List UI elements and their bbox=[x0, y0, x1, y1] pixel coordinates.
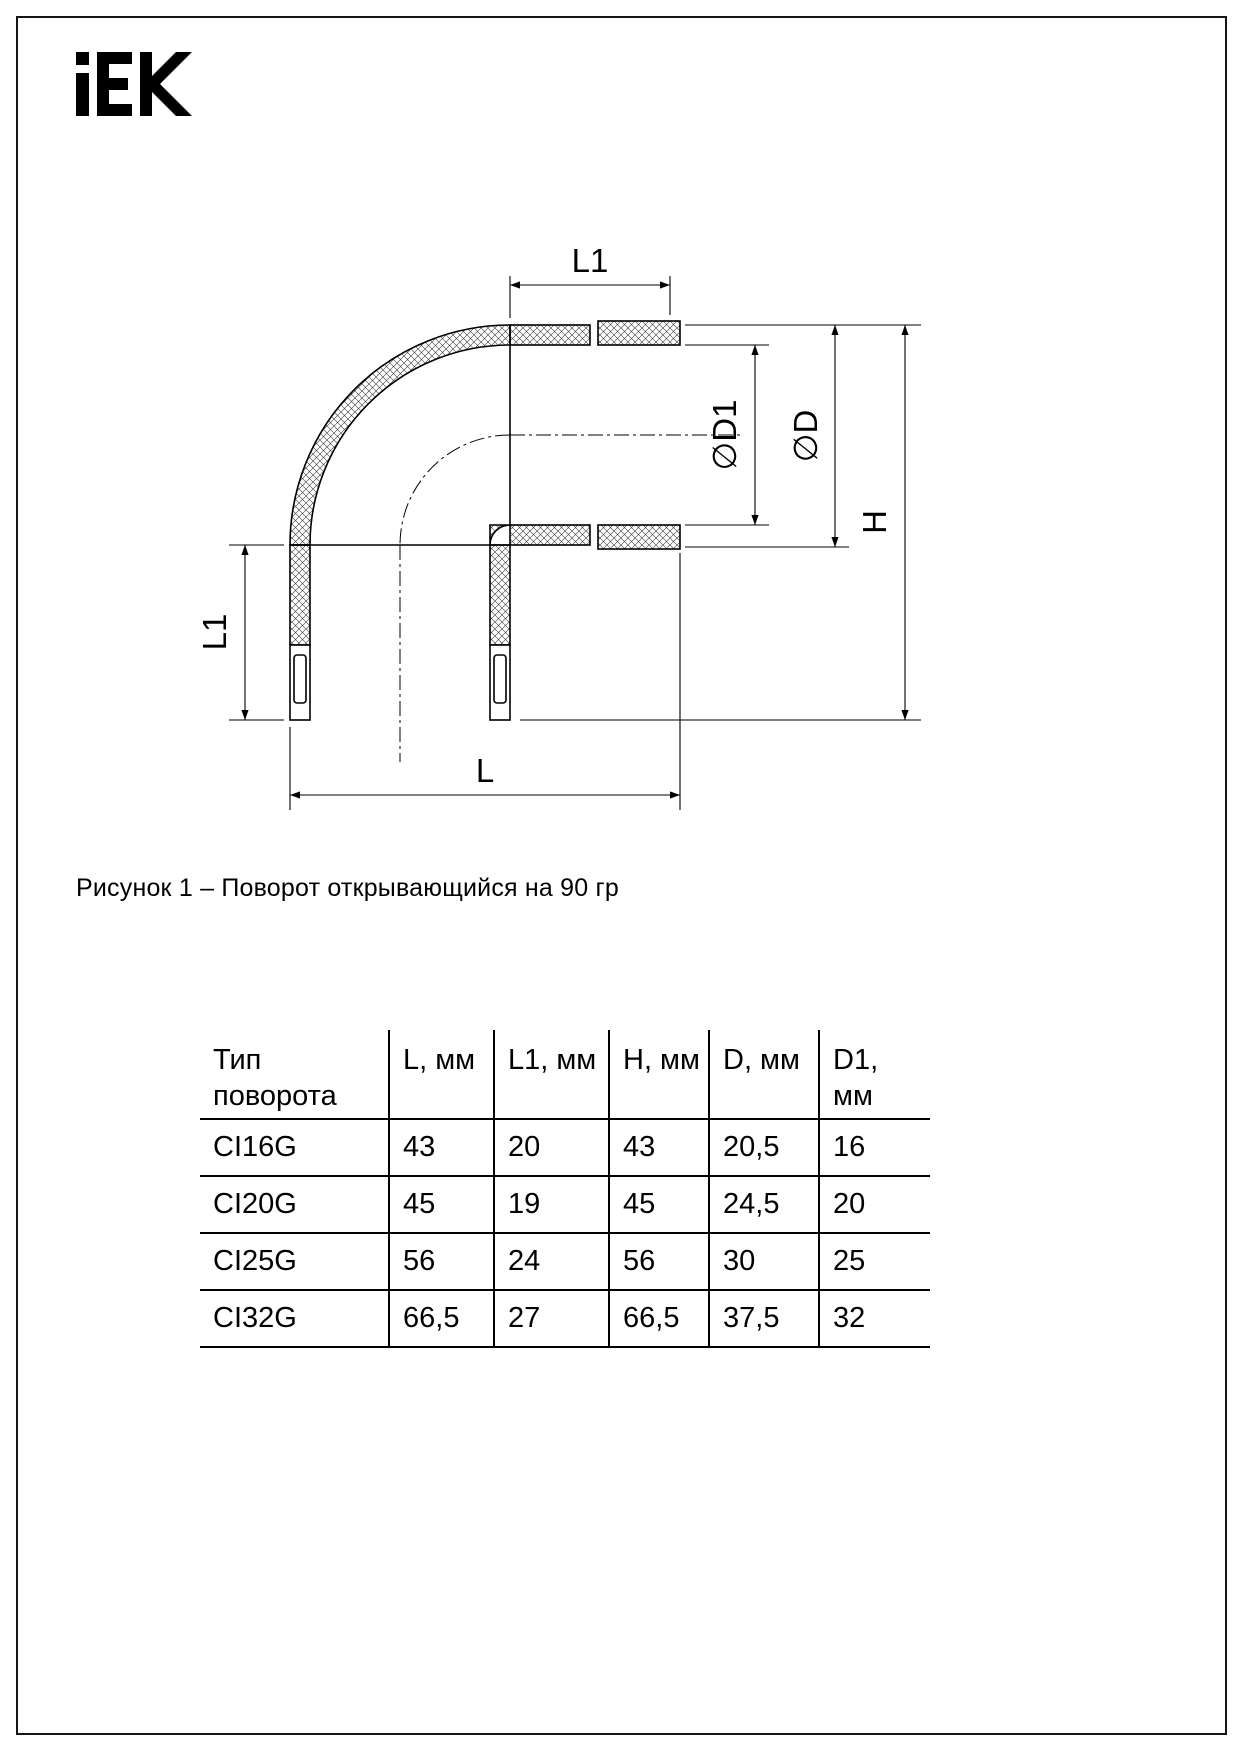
iek-logo-glyphs bbox=[76, 52, 192, 116]
table-cell: 20 bbox=[820, 1177, 930, 1234]
table-cell: 24 bbox=[495, 1234, 610, 1291]
table-cell: 27 bbox=[495, 1291, 610, 1348]
table-cell: 30 bbox=[710, 1234, 820, 1291]
table-cell: 19 bbox=[495, 1177, 610, 1234]
table-cell: 16 bbox=[820, 1120, 930, 1177]
figure-caption: Рисунок 1 – Поворот открывающийся на 90 гр bbox=[76, 874, 619, 902]
technical-drawing bbox=[180, 230, 960, 840]
table-header-d: D, мм bbox=[710, 1030, 820, 1120]
table-header-d1: D1, мм bbox=[820, 1030, 930, 1120]
table-cell: 43 bbox=[390, 1120, 495, 1177]
elbow-body bbox=[290, 321, 680, 720]
table-cell: 56 bbox=[390, 1234, 495, 1291]
label-h: H bbox=[856, 510, 893, 534]
table-cell: 45 bbox=[610, 1177, 710, 1234]
table-cell: 66,5 bbox=[610, 1291, 710, 1348]
table-cell: 37,5 bbox=[710, 1291, 820, 1348]
table-cell: CI20G bbox=[200, 1177, 390, 1234]
table-cell: 43 bbox=[610, 1120, 710, 1177]
table-cell: CI25G bbox=[200, 1234, 390, 1291]
table-cell: 66,5 bbox=[390, 1291, 495, 1348]
dimensions-table bbox=[200, 1030, 930, 1348]
table-cell: 20 bbox=[495, 1120, 610, 1177]
table-cell: 45 bbox=[390, 1177, 495, 1234]
table-cell: 32 bbox=[820, 1291, 930, 1348]
table-cell: 25 bbox=[820, 1234, 930, 1291]
table-cell: CI16G bbox=[200, 1120, 390, 1177]
iek-logo bbox=[76, 52, 192, 121]
label-l1-top: L1 bbox=[571, 242, 609, 279]
table-cell: 24,5 bbox=[710, 1177, 820, 1234]
centerlines bbox=[400, 435, 740, 762]
table-header-h: H, мм bbox=[610, 1030, 710, 1120]
table-header-l1: L1, мм bbox=[495, 1030, 610, 1120]
label-d: ∅D bbox=[787, 409, 824, 463]
label-l: L bbox=[475, 752, 495, 789]
table-cell: CI32G bbox=[200, 1291, 390, 1348]
label-d1: ∅D1 bbox=[706, 399, 743, 471]
table-header-type: Тип поворота bbox=[200, 1030, 390, 1120]
label-l1-left: L1 bbox=[196, 613, 233, 651]
table-header-l: L, мм bbox=[390, 1030, 495, 1120]
table-cell: 20,5 bbox=[710, 1120, 820, 1177]
table-cell: 56 bbox=[610, 1234, 710, 1291]
